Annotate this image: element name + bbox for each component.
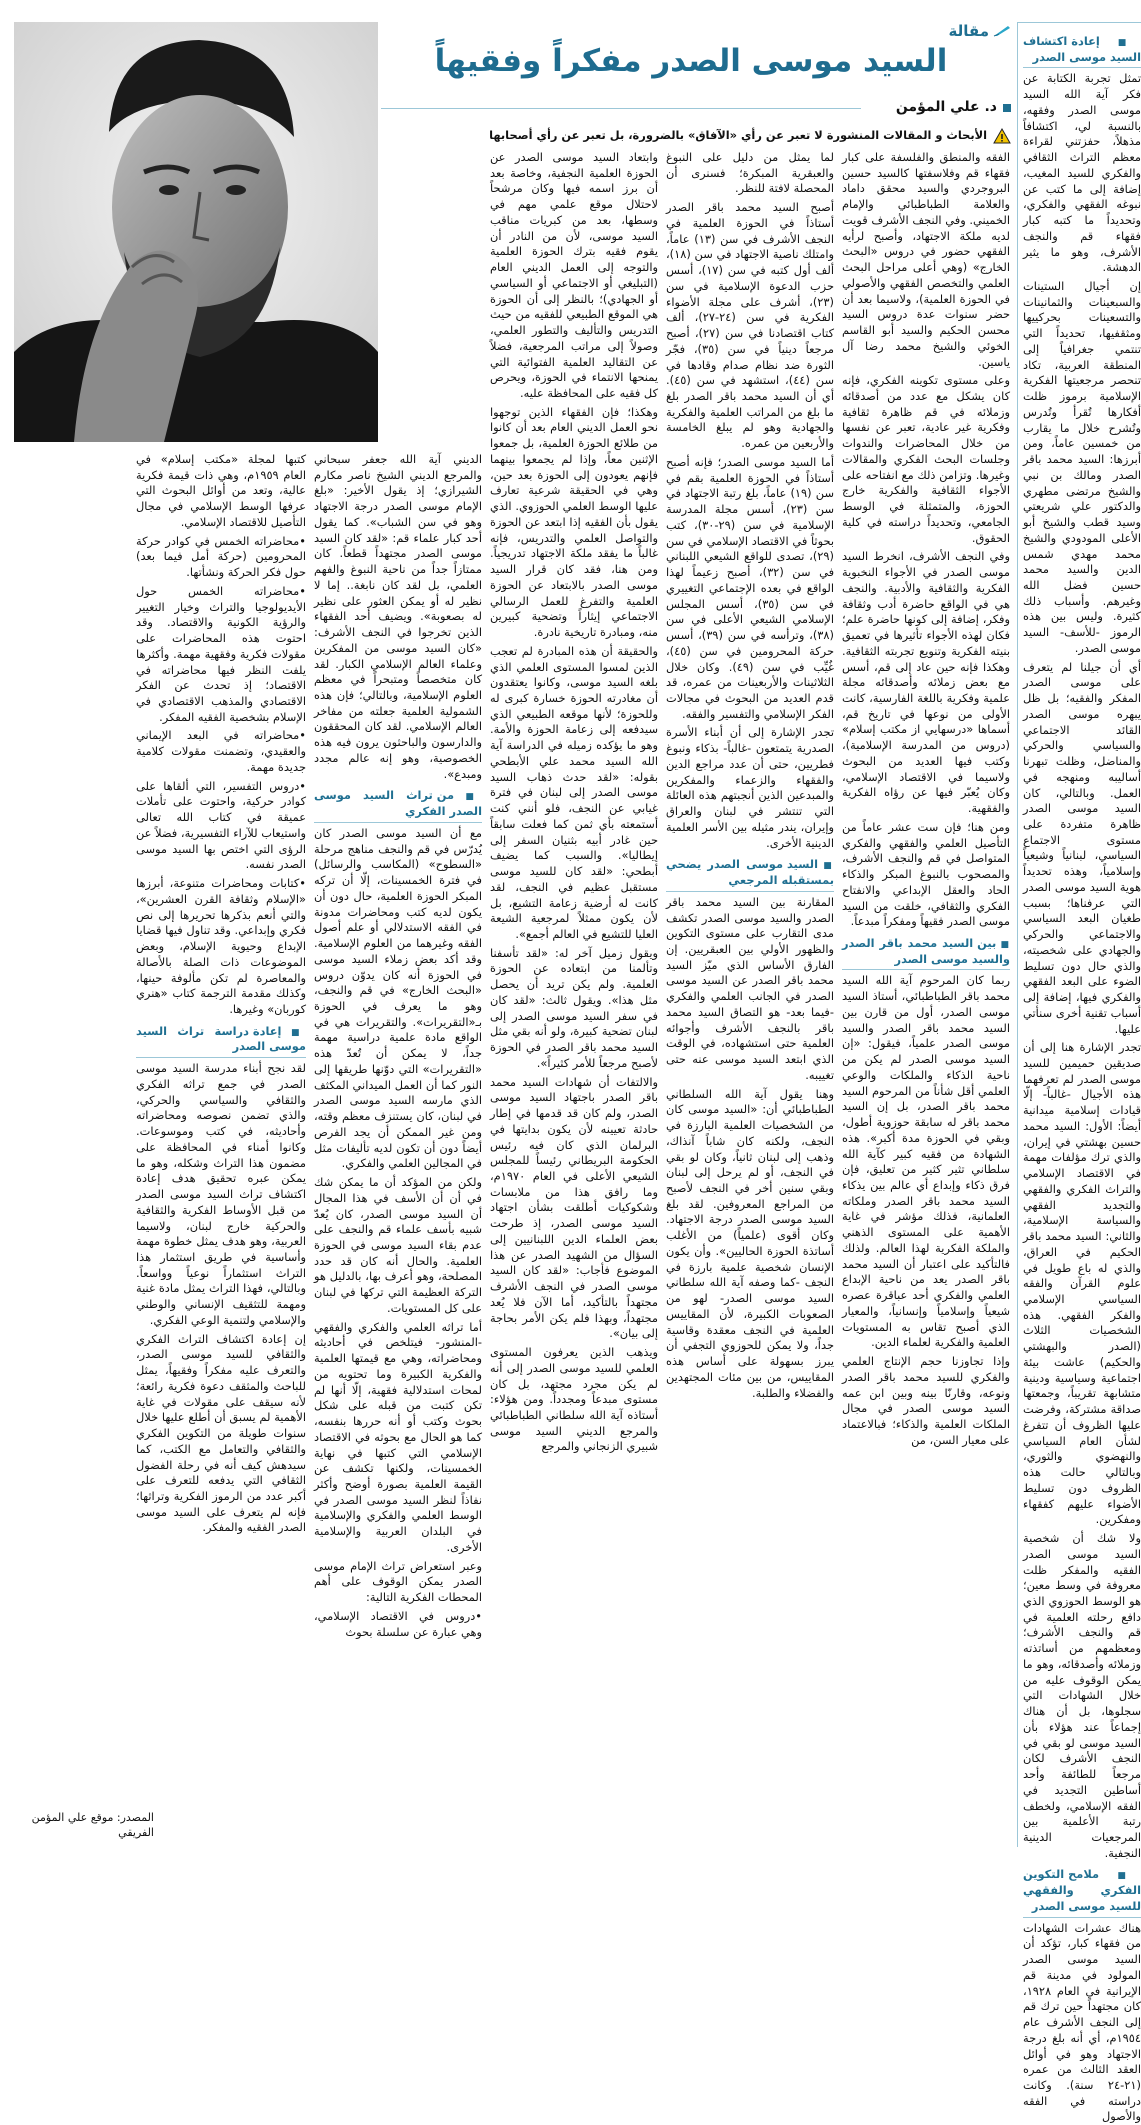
paragraph: •محاضراته الخمس في كوادر حركة المحرومين (حركة أمل فيما بعد) حول فكر الحركة ونشأتها. (136, 533, 306, 580)
article-title: السيد موسى الصدر مفكراً وفقيهاً (434, 43, 948, 79)
subheading: ■ السيد موسى الصدر يضحي بمستقبله المرجعي (666, 857, 834, 891)
paragraph: الفقه والمنطق والفلسفة على كبار فقهاء قم وفلاسفتها كالسيد حسين البروجردي والسيد محقق داماد والعلامة الطباطبائي والإمام الخميني. وفي النجف الأشرف قويت لديه ملكة الاجتهاد، وأصبح لرأيه الفقهي حضور في دروس «البحث الخارج» (وهي أعلى مراحل البحث العلمي والتخصص الفقهي والأصولي في الحوزة العلمية)، ولاسيما بعد أن حضر سنوات عدة دروس السيد محسن الحكيم والسيد أبو القاسم الخوئي والشيخ محمد رضا آل ياسين. (842, 150, 1010, 369)
paragraph: وفي النجف الأشرف، انخرط السيد موسى الصدر في الأجواء النخبوية الفكرية والثقافية والأدبية. والنجف هي في الواقع حاضرة أدب وثقافة وفكر، إضافة إلى كونها حاضرة علم؛ فكان لهذه الأجواء تأثيرها في تعميق بنيته الفكرية وتنويع تجربته الثقافية. وهكذا فإنه حين عاد إلى قم، أسس مع بعض زملائه وأصدقائه مجلة علمية وفكرية باللغة الفارسية، كانت الأولى من نوعها في تاريخ قم، أسماها «درسهايي از مكتب إسلام» (دروس من المدرسة الإسلامية)، وكتب فيها العديد من البحوث ولاسيما في الاقتصاد الإسلامي، وكان يُعبّر فيها عن رؤاه الفكرية والفقهية. (842, 549, 1010, 816)
paragraph: •دروس في الاقتصاد الإسلامي، وهي عبارة عن سلسلة بحوث (314, 1608, 482, 1639)
section-label (941, 22, 1011, 40)
paragraph: تجدر الإشارة إلى أن أبناء الأسرة الصدرية يتمتعون -غالباً- بذكاء ونبوغ فطريين، حتى أن عدد مراجع الدين والفقهاء والزعماء والمفكرين والمبدعين الذين أنجبتهم هذه العائلة التي تنتشر في لبنان والعراق وإيران، يندر مثيله بين الأسر العلمية الدينية الأخرى. (666, 725, 834, 850)
paragraph: والالتفات أن شهادات السيد محمد باقر الصدر باجتهاد السيد موسى الصدر، ولم كان قد قدمها في إطار حادثة تعيينه لأن يكون بدايتها في البرلمان الذي كان فيه رئيس الحكومة البريطاني رئيساً للمجلس الشيعي الأعلى في العام ١٩٧٠م، وما رافق هذا من ملابسات وشكوكيات أطلقت بشأن اجتهاد السيد موسى الصدر، إذ طرحت بعض العلماء الدين اللبنانيين إلى السؤال من الشهيد الصدر عن هذا الموضوع فأجاب: «لقد كان السيد موسى الصدر في النجف الأشرف مجتهداً بالتأكيد، أما الآن فلا يُعد مجتهداً، وبهذا فلم يكن الأمر بحاجة إلى بيان». (490, 1074, 658, 1341)
paragraph: الديني آية الله جعفر سبحاني والمرجع الديني الشيخ ناصر مكارم الشيرازي؛ إذ يقول الأخير: «بلغ الإمام موسى الصدر درجة الاجتهاد وهو في سن الشباب». كما يقول أحد كبار علماء قم: «لقد كان السيد موسى الصدر مجتهداً قطعاً. كان ممتازاً جداً من ناحية النبوغ والفهم العلمي، بل لقد كان نابغة.. إما لا نظير له أو يمكن العثور على نظير له بصعوبة». ويضيف أحد الفقهاء الذين تخرجوا في النجف الأشرف: «كان السيد موسى من المفكرين وعلماء العالم الإسلامي الكبار. لقد كان متخصصاً ومتبحراً في معظم العلوم الإسلامية، وبالتالي؛ فإن هذه الشمولية العلمية جعلته من مفاخر العالم الإسلامي. لقد كان المحققون والدارسون والباحثون يرون فيه هذه الخصوصية، وهو إنه عالم مجدد ومبدع». (314, 452, 482, 781)
paragraph: وابتعاد السيد موسى الصدر عن الحوزة العلمية النجفية، وخاصة بعد أن برز اسمه فيها وكان مرشحاً لاحتلال موقع علمي مهم في وسطها، بعد من كبريات مناقب السيد موسى، لأن من النادر أن يقوم فقيه بترك الحوزة العلمية والتوجه إلى العمل الديني العام (التبليغي أو الاجتماعي أو السياسي أو الجهادي)؛ بالنظر إلى أن الحوزة هي الموقع الطبيعي للفقيه من حيث التدريس والتأليف والتطور العلمي، وصولاً إلى مراتب المرجعية، فضلاً عن التقاليد العلمية الفتوائية التي يمنحها الانتماء في الحوزة، ويحرص كل فقيه على المحافظة عليه. (490, 150, 658, 401)
bullet-icon (1003, 104, 1011, 112)
paragraph: وهكذا؛ فإن الفقهاء الذين توجهوا نحو العمل الديني العام بعد أن كانوا من طلائع الحوزة العلمية، بل جمعوا الإثنين معاً، وإذا لم يجمعوا بينهما فإنهم يعودون إلى الحوزة بعد حين، وهي في الحقيقة شرعية تعارف عليها الوسط العلمي الحوزوي. الذي يقول بأن الفقيه إذا ابتعد عن الحوزة والتواصل العلمي والتدريس، فإنه غالباً ما يفقد ملكة الاجتهاد تدريجياً. ومن هنا، فقد كان قرار السيد موسى الصدر بالابتعاد عن الحوزة العلمية والتفرغ للعمل الرسالي الاجتماعي إيثاراً وتضحية كبيرين منه، ومبادرة تاريخية نادرة. (490, 404, 658, 640)
paragraph: ومن هنا؛ فإن ست عشر عاماً من التأصيل العلمي والفقهي والفكري المتواصل في قم والنجف الأشرف، والمصحوب بالنبوغ المبكر والذكاء الحاد والعقل الإبداعي والانفتاح الفكري والثقافي، خلقت من السيد موسى الصدر فقيهاً ومفكراً مبدعاً. (842, 819, 1010, 929)
paragraph: ويقول زميل آخر له: «لقد تأسفنا وتألمنا من ابتعاده عن الحوزة العلمية. ولم يكن تريد أن يحصل مثل هذا». ويقول ثالث: «لقد كان في سفر السيد موسى الصدر إلى لبنان تضحية كبيرة، ولو أنه بقي مثل السيد محمد باقر الصدر في الحوزة لأصبح مرجعاً للأمر كثيراً». (490, 945, 658, 1070)
paragraph: ربما كان المرحوم آية الله السيد محمد باقر الطباطبائي، أستاذ السيد موسى الصدر، أول من قارن بين السيد محمد باقر الصدر والسيد موسى الصدر علمياً، فيقول: «إن السيد موسى الصدر لم يكن من ناحية الذكاء والملكات والوعي العلمي أقل شأناً من المرحوم السيد محمد باقر الصدر، بل إن السيد محمد باقر له سابقة حوزوية أطول، وبقي في الحوزة مدة أكبر». هذه الشهادة من فقيه كبير كآية الله سلطاني تثير كثير من تعليق، فإن فرق ذكاء وإبداع أي عالم بين يذكاء السيد محمد باقر الصدر وملكاته العلمانية، فذلك مؤشر في غاية الأهمية على المستوى الذهني والملكة الفكرية لهذا العالم. ولذلك فالتأكيد على اعتبار أن السيد محمد باقر الصدر يعد من ناحية الإبداع العلمي والفكري أحد عباقرة عصره شيعياً وإسلامياً وإنسانياً، والمعيار الذي أصبح تقاس به المستويات العلمية والفكرية لعلماء الدين. (842, 973, 1010, 1350)
warning-icon (993, 128, 1011, 144)
article-column (314, 452, 482, 1845)
author-divider (381, 108, 861, 109)
paragraph: •محاضراته في البعد الإيماني والعقيدي، وتضمنت مقولات كلامية جديدة مهمة. (136, 728, 306, 774)
subheading: ■ بين السيد محمد باقر الصدر والسيد موسى الصدر (842, 936, 1010, 970)
paragraph: ويذهب الذين يعرفون المستوى العلمي للسيد موسى الصدر إلى أنه لم يكن مجرد مجتهد، بل كان مستوى مبدعاً ومجدداً. ومن هؤلاء: أستاذه آية الله سلطاني الطباطبائي والمرجع الديني السيد موسى شبيري الزنجاني والمرجع (490, 1345, 658, 1454)
subheading: ■ من تراث السيد موسى الصدر الفكري (314, 788, 482, 822)
article-column (842, 150, 1010, 1845)
paragraph: المقارنة بين السيد محمد باقر الصدر والسيد موسى الصدر تكشف مدى التقارب على مستوى التكوين والظهور الأولي بين العبقريين. إن الفارق الأساس الذي ميّز السيد محمد باقر الصدر عن السيد موسى الصدر في الجانب العلمي والفكري -فيما بعد- هو التصاق السيد محمد باقر بالنجف الأشرف وأجوائه العلمية حتى استشهاده، في الوقت الذي ابتعد السيد موسى عنه حتى تغييبه. (666, 894, 834, 1082)
paragraph: أصبح السيد محمد باقر الصدر أستاذاً في الحوزة العلمية في النجف الأشرف في سن (١٣) عاماً، وامتلك ناصية الاجتهاد في سن (١٨)، ألف أول كتبه في سن (١٧)، أسس حزب الدعوة الإسلامية في سن (٢٣)، أشرف على مجلة الأضواء الفكرية في سن (٢٤-٢٧)، ألف كتاب اقتصادنا في سن (٢٧)، أصبح مرجعاً دينياً في سن (٣٥)، فجّر الثورة ضد نظام صدام وقادها في سن (٤٤)، استشهد في سن (٤٥). أي أن السيد محمد باقر الصدر بلغ ما بلغ من المراتب العلمية والفكرية والجهادية وهو لم يبلغ الخامسة والأربعين من عمره. (666, 200, 834, 451)
column-rule (1017, 22, 1018, 1847)
source-credit: المصدر: موقع علي المؤمن الفريقي (31, 1811, 154, 1839)
paragraph: تمثل تجربة الكتابة عن فكر آية الله السيد موسى الصدر وفقهه، بالنسبة لي، اكتشافاً مذهلاً، حفزتني لقراءة معظم التراث الثقافي والفكري للسيد المغيب، إضافة إلى ما كتب عن نبوغه الفقهي والفكري، وتحديداً ما كتبه كبار فقهاء قم والنجف الأشرف، وهو ما يثير الدهشة. (1023, 71, 1141, 275)
paragraph: والحقيقة أن هذه المبادرة لم تعجب الذين لمسوا المستوى العلمي الذي بلغه السيد موسى، وكانوا يعتقدون أن مغادرته الحوزة خسارة كبرى له وللحوزة؛ لأنها موقعه الطبيعي الذي سيدفعه إلى زعامة الحوزة والأمة. وهو ما يؤكده زميله في الدراسة آية الله السيد محمد علي الأبطحي بقوله: «لقد حدث ذهاب السيد موسى الصدر إلى لبنان في فترة غيابي عن النجف، فلو أنني كنت أستمعته بأي ثمن كما فعلت سابقاً حين غادر أبيه بثنيان السفر إلى إيطاليا». والسبب كما يضيف أبطحي: «لقد كان للسيد موسى مستقبل عظيم في النجف، لقد كانت له أرضية زعامة التشيع، بل لأن يكون ممثلاً لمرجعية الشيعة العليا للتشيع في العالم أجمع». (490, 643, 658, 941)
paragraph: لما يمثل من دليل على النبوغ والعبقرية المبكرة؛ فسنرى أن المحصلة لافتة للنظر. (666, 150, 834, 196)
quill-icon (993, 25, 1011, 37)
paragraph: لقد نجح أبناء مدرسة السيد موسى الصدر في جمع تراثه الفكري والثقافي والسياسي والحركي، والذي تضمن نصوصه ومحاضراته وأحاديثه، في كتب وموسوعات. وكانوا أمناء في المحافظة على مضمون هذا التراث وشكله، وهو ما يمكن عبره تحقيق هدف إعادة اكتشاف تراث السيد موسى الصدر من قبل الأوساط الفكرية والثقافية والحركية خارج لبنان، ولاسيما العربية، وهو هدف يمثل خطوة مهمة وأساسية في طريق استثمار هذا التراث استثماراً نوعياً وواسعاً. وبالتالي، فهذا التراث يمثل مادة غنية ومهمة للتثقيف الإنساني والوطني والإسلامي ولتنمية الوعي الفكري. (136, 1061, 306, 1327)
subheading: ■ ملامح التكوين الفكري والفقهي للسيد موسى الصدر (1023, 1867, 1141, 1917)
paragraph: •محاضراته الخمس حول الأيديولوجيا والتراث وخيار التغيير والرؤية الكونية والاقتصاد. وقد احتوت هذه المحاضرات على مقولات فكرية وفقهية مهمة. وأكثرها يلفت النظر فيها محاضراته في الاقتصاد؛ إذ تحدث عن الفكر الاقتصادي والمذهب الاقتصادي في الإسلام بشخصية الفقيه المفكر. (136, 583, 306, 724)
paragraph: أي أن جيلنا لم يتعرف على موسى الصدر المفكر والفقيه؛ بل ظل يبهره موسى الصدر القائد الاجتماعي والسياسي والحركي والمناضل، وظلت تبهرنا أساليبه ومنهجه في العمل. وبالتالي، كان السيد موسى الصدر ظاهرة متفردة على مستوى الاجتماع السياسي، لبنانياً وشيعياً وإسلامياً، وهذه تحديداً هوية السيد موسى الصدر التي عرفناها؛ بسبب طغيان البعد السياسي والاجتماعي والحركي والجهادي على شخصيته، والذي حال دون تسليط الضوء على البعد الفقهي والفكري فيها، إضافة إلى أسباب تقنية أخرى سنأتي عليها. (1023, 659, 1141, 1036)
paragraph: ولا شك أن شخصية السيد موسى الصدر الفقيه والمفكر ظلت معروفة في وسط معين؛ هو الوسط الحوزوي الذي دافع رحلته العلمية في قم والنجف الأشرف؛ ومعظمهم من أساتذته وزملائه وأصدقائه، وهو ما يمكن الوقوف عليه من خلال الشهادات التي سجلوها، بل أن هناك إجماعاً عند هؤلاء بأن السيد موسى لو بقي في النجف الأشرف لكان مرجعاً للطائفة وأحد أساطين التجديد في الفقه الإسلامي، ولخطف رتبة الأعلمية بين المرجعيات الدينية النجفية. (1023, 1531, 1141, 1860)
paragraph: إن أجيال الستينات والسبعينات والثمانينات والتسعينات بحركييها ومثقفيها، تحديداً التي تنتمي جغرافياً إلى المنطقة العربية، تكاد تنحصر مرجعيتها الفكرية الإسلامية برموز ظلت أفكارها تُقرأ وتُدرس وتُشرح خلال ما يقارب من خمسين عاماً، ومن أبرزها: السيد محمد باقر الصدر ومالك بن نبي والشيخ مرتضى مطهري والدكتور علي شريعتي وسيد قطب والشيخ أبو الأعلى المودودي والشيخ محمد مهدي شمس الدين والسيد محمد حسين فضل الله وغيرهم. وأسباب ذلك كثيرة. وليس بين هذه الرموز -للأسف- السيد موسى الصدر. (1023, 279, 1141, 655)
portrait-illustration (14, 22, 378, 442)
paragraph: تجدر الإشارة هنا إلى أن صديقين حميمين للسيد موسى الصدر لم تعرفهما هذه الأجيال -غالباً- إلّا قيادات إسلامية ميدانية أيضاً: الأول: السيد محمد حسين بهشتي في إيران، والذي ترك مؤلفات مهمة في الاقتصاد الإسلامي والتراث الفكري والفقهي والتجديد الفقهي والسياسة الإسلامية، والثاني: السيد محمد باقر الحكيم في العراق، والذي له باع طويل في علوم القرآن والفقه السياسي الإسلامي والفكر الفقهي. هذه الشخصيات الثلاث (الصدر والبهشتي والحكيم) عاشت بيئة اجتماعية وسياسية ودينية متشابهة تقريباً، وجمعتها صداقة مشتركة، وفرضت عليها الظروف أن تتفرغ لشأن العام السياسي والنهضوي والثوري، وبالتالي حالت هذه الظروف دون تسليط الأضواء عليهم كفقهاء ومفكرين. (1023, 1040, 1141, 1527)
paragraph: أما تراثه العلمي والفكري والفقهي -المنشور- فيتلخص في أحاديثه ومحاضراته، وهي مع قيمتها العلمية والفكرية الكبيرة وما تحتويه من لمحات استدلالية فقهية، إلّا أنها لم تكن كتبت من قبله على شكل بحوث وكتب أو أنه حررها بنفسه، كما هو الحال مع بحوثه في الاقتصاد الإسلامي التي كتبها في نهاية الخمسينات، ولكنها تكشف عن القيمة العلمية بصورة أوضح وأكثر نفاذاً لنظر السيد موسى الصدر في الوسط العلمي والفكري والإسلامية في البلدان العربية والإسلامية الأخرى. (314, 1319, 482, 1554)
paragraph: كتبها لمجلة «مكتب إسلام» في العام ١٩٥٩م، وهي ذات قيمة فكرية عالية، وتعد من أوائل البحوث التي عرفها الوسط الإسلامي في مجال التأصيل للاقتصاد الإسلامي. (136, 452, 306, 529)
disclaimer (321, 126, 1011, 146)
article-column (666, 150, 834, 1845)
section-label-text: مقالة (948, 21, 989, 40)
article-column (136, 452, 306, 1792)
disclaimer-text: الأبحاث و المقالات المنشورة لا تعبر عن رأي «الآفاق» بالضرورة، بل تعبر عن رأي أصحابها (489, 128, 987, 143)
subheading: ■ إعادة اكتشاف السيد موسى الصدر (1023, 34, 1141, 68)
paragraph: وهنا يقول آية الله السلطاني الطباطبائي أن: «السيد موسى كان من الشخصيات العلمية البارزة في النجف، ولكنه كان شاباً آنذاك، وذهب إلى لبنان ثانياً، وكان لو بقي في النجف، أو لم يرحل إلى لبنان وبقي سنين أخر في النجف لأصبح من المراجع المعروفين. لقد بلغ السيد موسى الصدر درجة الاجتهاد. وكان أقوى (علمياً) من الأغلب أساتذة الحوزة الحاليين». وأن يكون الإنسان شخصية علمية بارزة في النجف -كما وصفه آية الله سلطاني السيد موسى الصدر- لهو من الصعوبات الكبيرة، لأن المقاييس العلمية في النجف معقدة وقاسية جداً، ولا يمكن للحوزوي التجفي أن يبرز بسهولة على أساس هذه المقاييس، من بين مئات المجتهدين والفضلاء والطلبة. (666, 1086, 834, 1400)
paragraph: وإذا تجاوزنا حجم الإنتاج العلمي والفكري للسيد محمد باقر الصدر ونوعه، وقارنّا بينه وبين ابن عمه السيد موسى الصدر في مجال الملكات العلمية والذكاء؛ فبالاعتماد على معيار السن، من (842, 1354, 1010, 1447)
subheading: ■ إعادة دراسة تراث السيد موسى الصدر (136, 1024, 306, 1058)
article-column (490, 150, 658, 1845)
paragraph: ولكن من المؤكد أن ما يمكن شك في أن أن الأسف في هذا المجال أن السيد موسى الصدر، كان يُعدّ شبيه بأسف علماء قم والنجف على عدم بقاء السيد موسى في الحوزة العلمية. والحال أنه كان قد حدد المصلحة، وهو أعرف بها، بالدليل هو التركة العظيمة التي تركها في لبنان على كل المستويات. (314, 1175, 482, 1315)
paragraph: أما السيد موسى الصدر؛ فإنه أصبح أستاذاً في الحوزة العلمية بقم في سن (١٩) عاماً، بلغ رتبة الاجتهاد في سن (٢٣)، أسس مجلة المدرسة الإسلامية في سن (٢٩-٣٠)، كتب بحوثاً في الاقتصاد الإسلامي في سن (٢٩)، تصدى للواقع الشيعي اللبناني في سن (٣٢)، أصبح زعيماً لهذا الواقع في بعده الإجتماعي التغييري في سن (٣٥)، أسس المجلس الإسلامي الشيعي الأعلى في سن (٣٨)، وترأسه في سن (٣٩)، أسس حركة المحرومين في سن (٤٥)، غُيِّب في سن (٤٩). وكان خلال الثلاثينات والأربعينات من عمره، قد قدم العديد من البحوث في مجالات الفكر الإسلامي والتفسير والفقه. (666, 454, 835, 721)
paragraph: •دروس التفسير، التي ألقاها على كوادر حركية، واحتوت على تأملات عميقة في كتاب الله تعالى واستيعاب للآراء التفسيرية، فضلاً عن الرؤى التي اختص بها السيد موسى الصدر نفسه. (136, 778, 306, 872)
article-column (1023, 28, 1141, 2124)
paragraph: إن إعادة اكتشاف التراث الفكري والثقافي للسيد موسى الصدر، والتعرف عليه مفكراً وفقيهاً، يمثل للباحث والمثقف دعوة فكرية رائعة؛ لأنه سيقف على مقولات في غاية الأهمية لم يسبق أن أطلع عليها خلال سنوات طويلة من التكوين الفكري والثقافي والتعامل مع الكتب، كما سيدهش كيف أنه في رحلة الفضول الثقافي التي يدفعه للتعرف على أكبر عدد من الرموز الفكرية وتراثها؛ فإنه لم يتعرف على السيد موسى الصدر الفقيه والمفكر. (136, 1331, 306, 1535)
paragraph: مع أن السيد موسى الصدر كان يُدرّس في قم والنجف مناهج مرحلة «السطوح» (المكاسب والرسائل) في فترة الخمسينات، إلّا أن تركه المبكر الحوزة العلمية، حال دون أن يكون لديه كتب ومحاضرات مدونة في الفقه الاستدلالي أو علم أصول الفقه وغيرهما من العلوم الإسلامية. وقد أكد بعض زملاء السيد موسى في الحوزة أنه كان يدوّن دروس «البحث الخارج» في قم والنجف، وهو ما يعرف في الحوزة بـ«التقريرات». والتقريرات هي في الواقع مادة علمية دراسية مهمة جداً، لا يمكن أن تُعدّ هذه «التقريرات» التي دوّنها طريقها إلى النور كما أن العمل الميداني المكثف الذي مارسه السيد موسى الصدر في لبنان، كان يستنزف معظم وقته، ومن غير الممكن أن يجد الفرص أيضاً دون أن تكون لديه تأليفات مثل في المجالين العلمي والفكري. (314, 825, 482, 1171)
paragraph: •كتابات ومحاضرات متنوعة، أبرزها «الإسلام وثقافة القرن العشرين»، والتي أنعم بذكرها تحريرها إلى نص فكري وإبداعي. وقد تناول فيها قضايا الإبداع وحيوية الإسلام، وبعض الموضوعات ذات الصلة بالأصالة والمعاصرة لم تكن مألوفة حينها، وكذلك مقدمة الترجمة كتاب «هنري كوربان» وغيرها. (136, 876, 306, 1016)
portrait-photo (14, 22, 378, 442)
paragraph: وعلى مستوى تكوينه الفكري، فإنه كان يشكل مع عدد من أصدقائه وزملائه في قم ظاهرة ثقافية وفكرية غير عادية، تعبر عن نفسها من خلال المحاضرات والندوات وجلسات البحث الفكري والمقالات وغيرها. وتزامن ذلك مع انفتاحه على الأجواء الثقافية والفكرية خارج الحوزة، والمتمثلة في الوسط الجامعي، وتحديداً دراسته في كلية الحقوق. (842, 373, 1010, 545)
paragraph: وعبر استعراض تراث الإمام موسى الصدر يمكن الوقوف على أهم المحطات الفكرية التالية: (314, 1558, 482, 1605)
author-name: د. علي المؤمن (895, 99, 997, 116)
column-rule (1017, 22, 1141, 23)
paragraph: هناك عشرات الشهادات من فقهاء كبار، تؤكد أن السيد موسى الصدر المولود في مدينة قم الإيرانية في العام ١٩٢٨، كان مجتهداً حين ترك قم إلى النجف الأشرف عام ١٩٥٤م، أي أنه بلغ درجة الاجتهاد وهو في أوائل العقد الثالث من عمره (٢١-٢٤ سنة). وكانت دراسته في الفقه والأصول (1023, 1920, 1141, 2124)
